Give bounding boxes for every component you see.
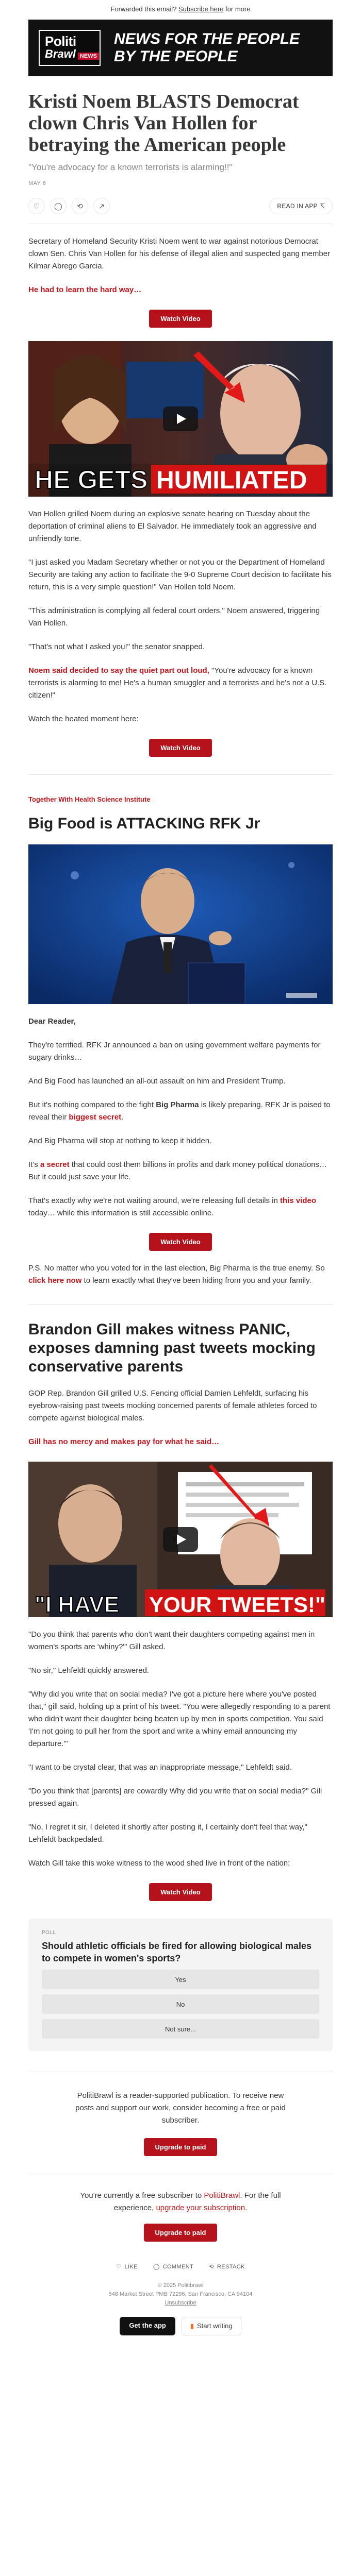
- forward-text: Forwarded this email?: [110, 5, 177, 13]
- ps-paragraph: P.S. No matter who you voted for in the last election, Big Pharma is the true enemy. So click here now to learn exactly what they've been hiding from you and your family.: [28, 1264, 325, 1285]
- comment-icon[interactable]: ◯: [50, 198, 67, 214]
- sponsor-label: Together With Health Science Institute: [28, 795, 151, 803]
- s2-paragraph-3: But it's nothing compared to the fight Big Pharma is likely preparing. RFK Jr is poised to reveal their biggest secret.: [28, 1100, 331, 1122]
- post-action-bar: [28, 198, 333, 214]
- upgrade-subscription-link[interactable]: upgrade your subscription: [156, 2204, 245, 2212]
- s3-intro: GOP Rep. Brandon Gill grilled U.S. Fencing official Damien Lehfeldt, surfacing his eyebrow-raising past tweets mocking concerned parents of female athletes forced to compete against biological males.: [28, 1389, 317, 1422]
- footer-info: [28, 2281, 333, 2308]
- s3-paragraph-5: "Do you think that [parents] are cowardly Why did you write that on social media?" Gill pressed again.: [28, 1787, 322, 1808]
- forward-bar: [0, 0, 361, 15]
- footer-action-row: [28, 2263, 333, 2270]
- logo-brawl: Brawl NEWS: [45, 48, 99, 62]
- video-thumbnail-gill[interactable]: [28, 1462, 333, 1617]
- post-date: MAY 6: [28, 180, 46, 187]
- secret-link[interactable]: a secret: [40, 1160, 70, 1169]
- app-buttons: [28, 2317, 333, 2335]
- section-divider-2: [28, 1304, 333, 1305]
- upgrade-button[interactable]: Upgrade to paid: [144, 2138, 218, 2156]
- restack-icon: ⟲: [209, 2264, 214, 2270]
- intro-paragraph: Secretary of Homeland Security Kristi Noem went to war against notorious Democrat clown Sen. Chris Van Hollen for his defense of illegal alien and suspected gang member Kilmar Abrego Garcia.: [28, 237, 331, 270]
- s2-paragraph-5: It's a secret that could cost them billions in profits and dark money political donations… But it could just save your life.: [28, 1160, 327, 1181]
- poll-option-not-sure[interactable]: Not sure...: [42, 2019, 319, 2039]
- play-button-icon-2[interactable]: [163, 1527, 198, 1552]
- post-title[interactable]: Kristi Noem BLASTS Democrat clown Chris Van Hollen for betraying the American people: [28, 91, 299, 156]
- s2-paragraph-2: And Big Food has launched an all-out assault on him and President Trump.: [28, 1077, 286, 1086]
- s3-paragraph-4: "I want to be crystal clear, that was an inappropriate message," Lehfeldt said.: [28, 1763, 292, 1772]
- s3-red-teaser: Gill has no mercy and makes pay for what he said…: [28, 1437, 220, 1446]
- restack-icon[interactable]: ⟲: [72, 198, 88, 214]
- support-text: PolitiBrawl is a reader-supported publication. To receive new posts and support our work, consider becoming a free or paid subscriber.: [75, 2091, 286, 2125]
- publication-logo: [39, 30, 101, 66]
- poll-label: POLL: [42, 1930, 56, 1936]
- rfk-photo[interactable]: [28, 844, 333, 1004]
- external-link-icon: ⇱: [319, 202, 325, 210]
- s3-paragraph-7: Watch Gill take this woke witness to the wood shed live in front of the nation:: [28, 1859, 290, 1868]
- caption-he-gets: HE GETS: [35, 465, 148, 494]
- s2-paragraph-6: That's exactly why we're not waiting around, we're releasing full details in this video today… while this information is still accessible online.: [28, 1196, 317, 1217]
- address: 548 Market Street PMB 72296, San Francisco, CA 94104: [108, 2291, 253, 2297]
- video-thumbnail-noem[interactable]: [28, 341, 333, 497]
- substack-icon: ▮: [190, 2322, 194, 2330]
- footer-restack[interactable]: ⟲ RESTACK: [209, 2264, 245, 2270]
- footer-comment[interactable]: ◯ COMMENT: [153, 2264, 194, 2270]
- s2-paragraph-4: And Big Pharma will stop at nothing to keep it hidden.: [28, 1137, 212, 1145]
- share-icon[interactable]: ↗: [93, 198, 110, 214]
- poll-question: Should athletic officials be fired for allowing biological males to compete in women's sports?: [42, 1941, 312, 1963]
- watch-video-button-2[interactable]: Watch Video: [149, 739, 211, 757]
- copyright: © 2025 Politibrawl: [157, 2282, 204, 2289]
- logo-news-badge: NEWS: [78, 53, 99, 60]
- rfk-image: [28, 844, 333, 1004]
- post-subtitle: "You're advocacy for a known terrorists is alarming!!": [28, 162, 233, 172]
- click-here-link[interactable]: click here now: [28, 1276, 82, 1285]
- section-divider: [28, 774, 333, 775]
- heart-icon[interactable]: ♡: [28, 198, 45, 214]
- poll-option-no[interactable]: No: [42, 1994, 319, 2014]
- s3-paragraph-1: "Do you think that parents who don't want their daughters competing against men in women's sports are 'whiny?'" Gill asked.: [28, 1630, 315, 1651]
- play-button-icon[interactable]: [163, 406, 198, 431]
- subscribe-link[interactable]: Subscribe here: [178, 5, 224, 13]
- s3-paragraph-2: "No sir," Lehfeldt quickly answered.: [28, 1666, 150, 1675]
- dear-reader: Dear Reader,: [28, 1017, 76, 1026]
- s3-paragraph-6: "No, I regret it sir, I deleted it shortly after posting it, I certainly don't feel that way," Lehfeldt backpedaled.: [28, 1823, 307, 1844]
- footer-like[interactable]: ♡ LIKE: [116, 2264, 138, 2270]
- s1-paragraph-5: Noem said decided to say the quiet part out loud, "You're advocacy for a known terrorists is alarming to me! He's a human smuggler and a terrorists and he's not a U.S. citizen!": [28, 666, 327, 700]
- header-banner[interactable]: [28, 20, 333, 76]
- poll-option-yes[interactable]: Yes: [42, 1970, 319, 1989]
- watch-video-button-4[interactable]: Watch Video: [149, 1883, 211, 1901]
- upgrade-button-2[interactable]: Upgrade to paid: [144, 2224, 218, 2242]
- poll-card: [28, 1919, 333, 2051]
- s1-paragraph-6: Watch the heated moment here:: [28, 715, 139, 723]
- watch-video-button-3[interactable]: Watch Video: [149, 1233, 211, 1251]
- heart-icon: ♡: [116, 2264, 122, 2270]
- unsubscribe-link[interactable]: Unsubscribe: [165, 2300, 196, 2306]
- start-writing-button[interactable]: ▮ Start writing: [182, 2317, 241, 2335]
- s2-paragraph-1: They're terrified. RFK Jr announced a ban on using government welfare payments for sugary drinks…: [28, 1041, 321, 1062]
- caption-your-tweets: YOUR TWEETS!": [149, 1592, 325, 1617]
- caption-i-have: "I HAVE: [35, 1592, 120, 1617]
- this-video-link[interactable]: this video: [280, 1196, 317, 1205]
- red-teaser: He had to learn the hard way…: [28, 285, 142, 294]
- s1-paragraph-3: "This administration is complying all federal court orders," Noem answered, triggering Van Hollen.: [28, 606, 320, 628]
- read-in-app-button[interactable]: READ IN APP ⇱: [269, 198, 333, 214]
- watch-video-button[interactable]: Watch Video: [149, 310, 211, 328]
- email-column: [28, 20, 333, 2335]
- free-subscriber-text: You're currently a free subscriber to PolitiBrawl. For the full experience, upgrade your subscription.: [80, 2191, 281, 2212]
- comment-icon: ◯: [153, 2264, 160, 2270]
- s1-paragraph-2: "I just asked you Madam Secretary whether or not you or the Department of Homeland Security are taking any action to facilitate the 9-0 Supreme Court decision to facilitate his return, this is a very simple question!" Van Hollen told Noem.: [28, 558, 332, 591]
- s3-paragraph-3: "Why did you write that on social media? I've got a picture here where you've posted that," gill said, holding up a print of his tweet. "You were allegedly responding to a parent who didn't want their daughter being beaten up by men in sports competition. You said 'I'm not going to pull her from the sport and write a whiny email announcing my departure.'": [28, 1690, 331, 1748]
- s1-paragraph-1: Van Hollen grilled Noem during an explosive senate hearing on Tuesday about the deportation of criminal aliens to El Salvador. He immediately took an aggressive and unfriendly tone.: [28, 510, 317, 543]
- s1-paragraph-4: "That's not what I asked you!" the senator snapped.: [28, 642, 205, 651]
- caption-humiliated: HUMILIATED: [156, 467, 307, 494]
- get-app-button[interactable]: Get the app: [120, 2317, 175, 2335]
- logo-politi: Politi: [45, 33, 76, 49]
- sponsor-headline[interactable]: Big Food is ATTACKING RFK Jr: [28, 815, 260, 832]
- banner-tagline: NEWS FOR THE PEOPLE BY THE PEOPLE: [114, 30, 300, 65]
- gill-headline[interactable]: Brandon Gill makes witness PANIC, exposes damning past tweets mocking conservative parents: [28, 1321, 316, 1375]
- forward-suffix: for more: [225, 5, 251, 13]
- publication-link[interactable]: PolitiBrawl: [204, 2191, 240, 2200]
